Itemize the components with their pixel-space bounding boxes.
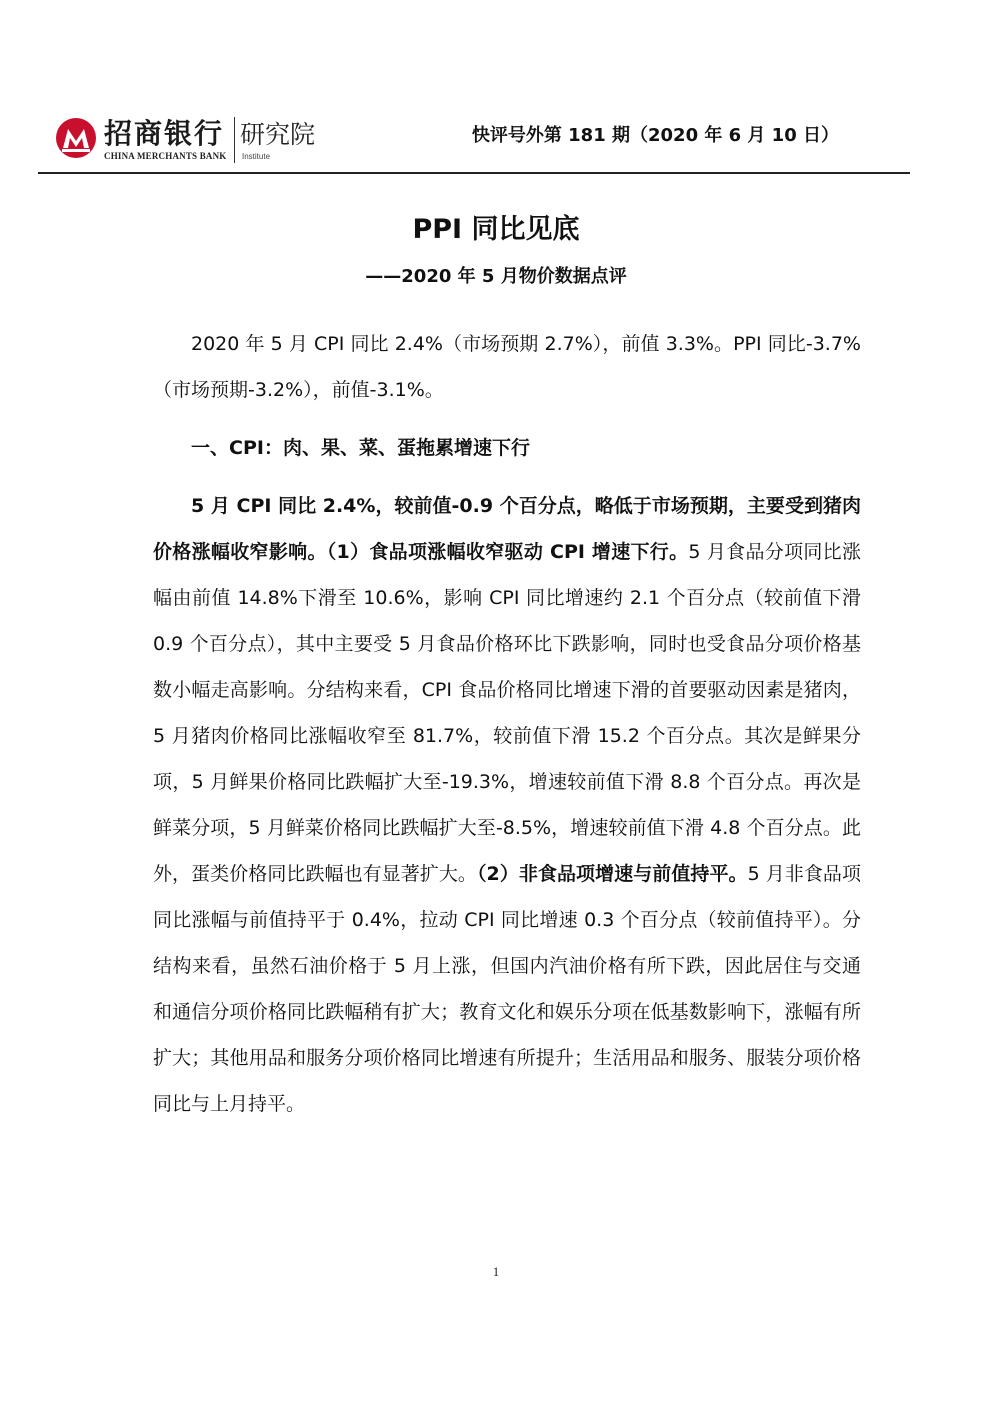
institute-name-cn: 研究院 xyxy=(240,120,316,149)
bold-lead-a: 5 月 CPI 同比 2.4%，较前值-0.9 个百分点，略低于市场预期，主要受到猪肉价格涨幅收窄影响。（1）食品项涨幅收窄驱动 CPI 增速下行。 xyxy=(153,495,861,563)
page-header xyxy=(0,0,992,175)
logo-divider xyxy=(234,117,235,163)
issue-label: 快评号外第 181 期（2020 年 6 月 10 日） xyxy=(471,125,839,146)
cmb-logo-icon xyxy=(55,117,97,159)
intro-paragraph: 2020 年 5 月 CPI 同比 2.4%（市场预期 2.7%），前值 3.3%。PPI 同比-3.7%（市场预期-3.2%），前值-3.1%。 xyxy=(153,333,861,401)
section-paragraph xyxy=(153,483,861,1127)
section-heading: 一、CPI：肉、果、菜、蛋拖累增速下行 xyxy=(191,437,530,459)
body-text-a: 5 月食品分项同比涨幅由前值 14.8%下滑至 10.6%，影响 CPI 同比增速约 2.1 个百分点（较前值下滑 0.9 个百分点），其中主要受 5 月食品价格环比下跌影响，同时也受食品分项价格基数小幅走高影响。分结构来看，CPI 食品价格同比增速下滑的首要驱动因素是猪肉，5 月猪肉价格同比涨幅收窄至 81.7%，较前值下滑 15.2 个百分点。其次是鲜果分项，5 月鲜果价格同比跌幅扩大至-19.3%，增速较前值下滑 8.8 个百分点。再次是鲜菜分项，5 月鲜菜价格同比跌幅扩大至-8.5%，增速较前值下滑 4.8 个百分点。此外，蛋类价格同比跌幅也有显著扩大。 xyxy=(153,541,861,885)
document-title: PPI 同比见底 xyxy=(412,214,580,245)
document-body xyxy=(153,321,861,1127)
page-number: 1 xyxy=(492,1264,500,1279)
header-rule xyxy=(38,172,910,174)
institute-name-en: Institute xyxy=(242,152,271,161)
bank-name-en: CHINA MERCHANTS BANK xyxy=(104,151,227,161)
bank-name-cn: 招商银行 xyxy=(104,117,225,150)
bold-lead-b: （2）非食品项增速与前值持平。 xyxy=(476,863,748,885)
document-subtitle: ——2020 年 5 月物价数据点评 xyxy=(365,266,627,287)
body-text-b: 5 月非食品项同比涨幅与前值持平于 0.4%，拉动 CPI 同比增速 0.3 个百分点（较前值持平）。分结构来看，虽然石油价格于 5 月上涨，但国内汽油价格有所下跌，因此居住与交通和通信分项价格同比跌幅稍有扩大；教育文化和娱乐分项在低基数影响下，涨幅有所扩大；其他用品和服务分项价格同比增速有所提升；生活用品和服务、服装分项价格同比与上月持平。 xyxy=(153,863,861,1115)
